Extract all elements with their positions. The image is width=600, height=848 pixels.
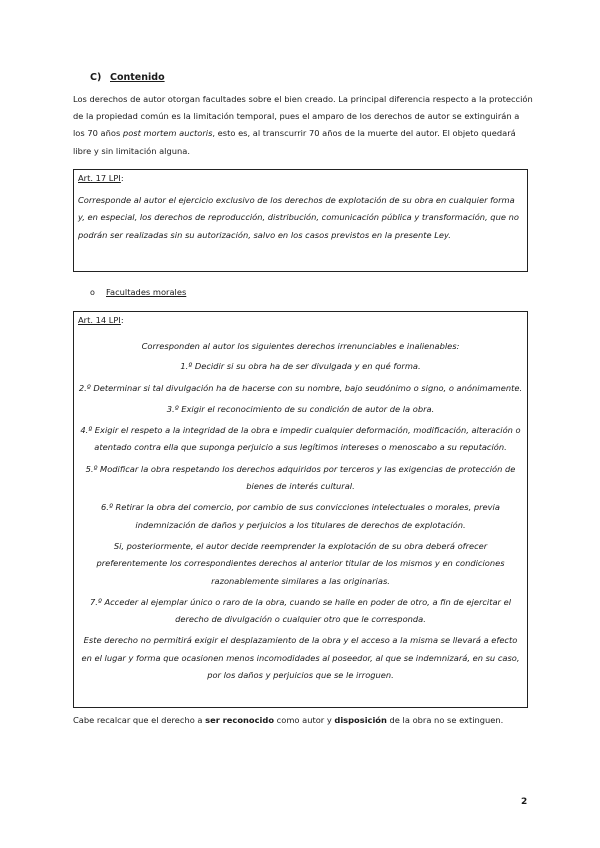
list-item: Este derecho no permitirá exigir el desplazamiento de la obra y el acceso a la misma se llevará a efecto en el lugar y forma que ocasionen menos incomodidades al poseedor, al que se indemnizará, en su caso, por los daños y perjuicios que se le irroguen. (81, 635, 520, 681)
art14-colon: : (120, 315, 124, 325)
intro-paragraph (73, 91, 533, 160)
art14-title-text: Art. 14 LPI (78, 315, 121, 325)
section-heading (90, 72, 165, 83)
closing-sentence (73, 715, 503, 725)
list-item: Si, posteriormente, el autor decide reemprender la explotación de su obra deberá ofrecer preferentemente los correspondientes derechos al anterior titular de los mismos y en condiciones razonablemente similares a las originarias. (96, 540, 505, 586)
art14-box (73, 311, 528, 708)
moral-rights-bullet (90, 287, 186, 297)
section-letter: C) (90, 72, 102, 83)
art14-list (78, 338, 523, 688)
art14-title (78, 315, 124, 325)
art17-colon: : (120, 173, 124, 183)
moral-rights-label: Facultades morales (106, 287, 187, 297)
list-item: 7.º Acceder al ejemplar único o raro de la obra, cuando se halle en poder de otro, a fin de ejercitar el derecho de divulgación o cualquier otro que le corresponda. (89, 596, 512, 625)
art17-title-text: Art. 17 LPI (78, 173, 121, 183)
art14-intro: Corresponden al autor los siguientes derechos irrenunciables e inalienables: (141, 341, 460, 351)
closing-bold-1: ser reconocido (205, 715, 275, 725)
list-item: 3.º Exigir el reconocimiento de su condición de autor de la obra. (166, 403, 435, 414)
list-item: 1.º Decidir si su obra ha de ser divulgada y en qué forma. (180, 361, 421, 372)
intro-italic: post mortem auctoris (122, 128, 213, 139)
list-item: 2.º Determinar si tal divulgación ha de hacerse con su nombre, bajo seudónimo o signo, o anónimamente. (78, 382, 523, 393)
closing-text-2: como autor y (274, 715, 335, 725)
list-item: 4.º Exigir el respeto a la integridad de la obra e impedir cualquier deformación, modificación, alteración o atentado contra ella que suponga perjuicio a sus legítimos intereses o menoscabo a su reputación. (80, 425, 521, 453)
list-item: 6.º Retirar la obra del comercio, por cambio de sus convicciones intelectuales o morales, previa indemnización de daños y perjuicios a los titulares de derechos de explotación. (101, 502, 500, 530)
art17-title (78, 173, 124, 183)
closing-text-1: Cabe recalcar que el derecho a (73, 715, 206, 725)
page-number: 2 (521, 797, 528, 807)
bullet-icon: o (90, 288, 95, 297)
art17-box (73, 169, 528, 272)
list-item: 5.º Modificar la obra respetando los derechos adquiridos por terceros y las exigencias de protección de bienes de interés cultural. (85, 463, 516, 492)
section-title: Contenido (110, 72, 165, 83)
art17-text: Corresponde al autor el ejercicio exclusivo de los derechos de explotación de su obra en cualquier forma y, en especial, los derechos de reproducción, distribución, comunicación pública y transformación, que no podrán ser realizadas sin su autorización, salvo en los casos previstos en la presente Ley. (78, 195, 519, 240)
intro-text-1: Los derechos de autor otorgan facultades sobre el bien creado. La principal diferencia respecto a la protección de la propiedad común es la limitación temporal, pues el amparo de los derechos de autor se extinguirán a los 70 años (73, 94, 533, 139)
closing-bold-2: disposición (334, 715, 387, 725)
closing-text-3: de la obra no se extinguen. (386, 715, 504, 725)
intro-text-2: , esto es, al transcurrir 70 años de la muerte del autor. El objeto quedará libre y sin limitación alguna. (73, 128, 516, 156)
